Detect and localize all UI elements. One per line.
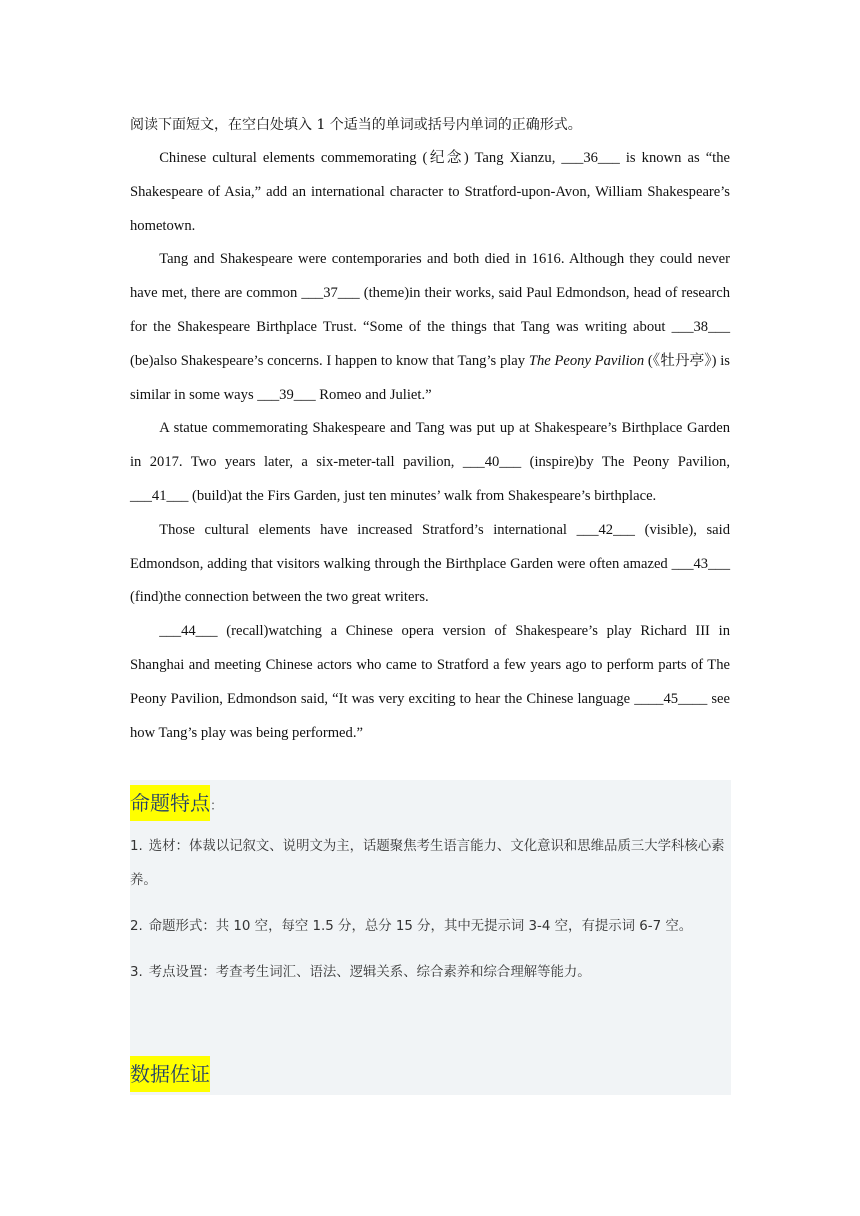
feature-item-text: 选材：体裁以记叙文、说明文为主，话题聚焦考生语言能力、文化意识和思维品质三大学科核心素养。 [130, 839, 725, 888]
feature-item-text: 命题形式：共 10 空，每空 1.5 分，总分 15 分，其中无提示词 3-4 空，有提示词 6-7 空。 [148, 919, 693, 934]
paragraph-5: ___44___ (recall)watching a Chinese opera version of Shakespeare’s play Richard III in Shanghai and meeting Chinese actors who came to Stratford a few years ago to perform parts of The Peony Pavilion, Edmondson said, “It was very exciting to hear the Chinese language ____45____ see how Tang’s play was being performed.” [130, 623, 730, 741]
passage-section [130, 108, 730, 750]
paragraph-2-part-a: Tang and Shakespeare were contemporaries and both died in 1616. Although they could never have met, there are common ___37___ (theme)in their works, said Paul Edmondson, head of research for the Shakespeare Birthplace Trust. “Some of the things that Tang was writing about ___38___ (be)also Shakespeare’s concerns. I happen to know that Tang’s play [130, 251, 730, 369]
paragraph-3: A statue commemorating Shakespeare and Tang was put up at Shakespeare’s Birthplace Garden in 2017. Two years later, a six-meter-tall pavilion, ___40___ (inspire)by The Peony Pavilion, ___41___ (build)at the Firs Garden, just ten minutes’ walk from Shakespeare’s birthplace. [130, 420, 730, 504]
features-heading: 命题特点 [130, 785, 210, 821]
features-list [130, 830, 731, 990]
paragraph-2-part-b: (《牡丹亭》) is similar in some ways ___39___ Romeo and Juliet.” [130, 352, 730, 403]
feature-item-number: 3. [130, 965, 143, 980]
feature-item-text: 考点设置：考查考生词汇、语法、逻辑关系、综合素养和综合理解等能力。 [148, 965, 591, 980]
feature-item [130, 956, 731, 990]
feature-item [130, 830, 731, 898]
feature-item-number: 2. [130, 919, 143, 934]
paragraph-2 [130, 243, 730, 412]
evidence-heading-row [130, 1056, 210, 1092]
paragraph-4: Those cultural elements have increased Stratford’s international ___42___ (visible), said Edmondson, adding that visitors walking through the Birthplace Garden were often amazed ___43___ (find)the connection between the two great writers. [130, 521, 730, 606]
instruction-text: 阅读下面短文，在空白处填入 1 个适当的单词或括号内单词的正确形式。 [130, 117, 582, 133]
evidence-heading: 数据佐证 [130, 1056, 210, 1092]
feature-item-number: 1. [130, 839, 143, 854]
feature-item [130, 910, 731, 944]
play-title: The Peony Pavilion [528, 352, 645, 369]
features-heading-row [130, 785, 223, 821]
features-heading-colon: ： [210, 799, 224, 814]
paragraph-1: Chinese cultural elements commemorating (纪念) Tang Xianzu, ___36___ is known as “the Shakespeare of Asia,” add an international character to Stratford-upon-Avon, William Shakespeare’s hometown. [130, 150, 730, 234]
features-box [130, 780, 731, 1095]
